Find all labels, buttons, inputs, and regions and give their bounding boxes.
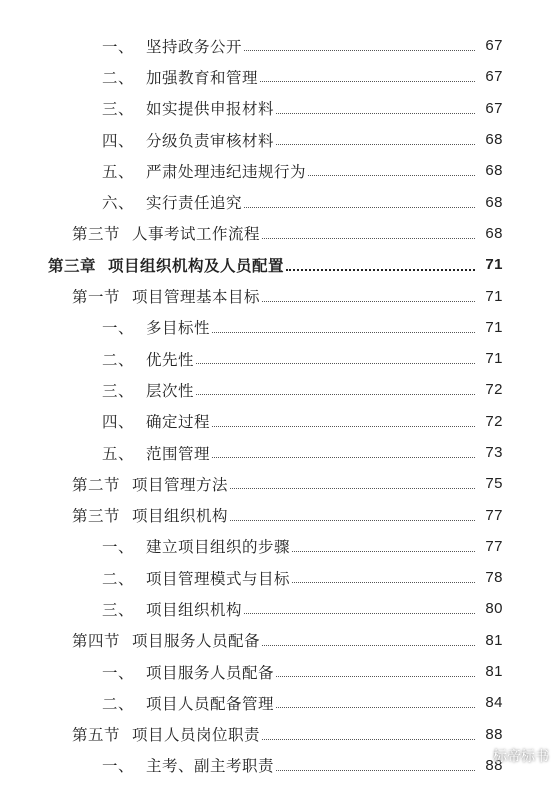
- toc-page-number: 67: [485, 99, 503, 117]
- toc-entry-number: 一、: [102, 663, 135, 682]
- toc-page-number: 68: [485, 162, 503, 180]
- toc-entry-chapter: [0, 249, 559, 280]
- toc-entry-number: 第二节: [72, 475, 121, 494]
- toc-entry-number: 二、: [102, 694, 135, 713]
- toc-leader-dots: [292, 582, 475, 583]
- toc-entry-number: 一、: [102, 37, 135, 56]
- toc-entry-item: [0, 437, 559, 468]
- toc-entry-title: 实行责任追究: [146, 194, 243, 213]
- toc-leader-dots: [196, 363, 475, 364]
- toc-entry-title: 项目组织机构: [146, 600, 243, 619]
- toc-entry-label: [72, 222, 260, 244]
- toc-entry-number: 第五节: [72, 726, 121, 745]
- toc-leader-dots: [260, 81, 475, 82]
- toc-leader-dots: [276, 770, 475, 771]
- toc-entry-number: 一、: [102, 538, 135, 557]
- toc-entry-number: 第三节: [72, 225, 121, 244]
- toc-entry-section: [0, 218, 559, 249]
- toc-page-number: 67: [485, 37, 503, 55]
- toc-page-number: 88: [485, 756, 503, 774]
- toc-entry-title: 如实提供申报材料: [146, 100, 275, 119]
- toc-entry-item: [0, 343, 559, 374]
- toc-page-number: 73: [485, 444, 503, 461]
- toc-entry-section: [0, 625, 559, 656]
- toc-entry-title: 项目服务人员配备: [132, 632, 261, 651]
- toc-entry-label: [102, 160, 306, 182]
- toc-leader-dots: [262, 739, 475, 740]
- toc-entry-label: [102, 348, 194, 370]
- toc-entry-number: 五、: [102, 162, 135, 181]
- toc-entry-title: 范围管理: [146, 444, 211, 463]
- toc-entry-number: 二、: [102, 68, 135, 87]
- toc-entry-item: [0, 374, 559, 405]
- toc-entry-title: 层次性: [146, 381, 195, 400]
- toc-entry-number: 三、: [102, 600, 135, 619]
- toc-entry-title: 确定过程: [146, 413, 211, 432]
- toc-entry-item: [0, 93, 559, 124]
- toc-entry-item: [0, 593, 559, 624]
- toc-entry-label: [102, 129, 274, 151]
- toc-page-number: 71: [485, 318, 503, 336]
- toc-leader-dots: [212, 426, 475, 427]
- toc-entry-item: [0, 406, 559, 437]
- toc-entry-number: 二、: [102, 569, 135, 588]
- toc-leader-dots: [262, 301, 475, 302]
- toc-entry-title: 严肃处理违纪违规行为: [146, 162, 307, 181]
- toc-page-number: 77: [485, 537, 503, 555]
- toc-page-number: 81: [485, 631, 503, 649]
- toc-entry-label: [102, 66, 258, 88]
- toc-entry-label: [48, 254, 284, 276]
- toc-entry-label: [102, 598, 242, 620]
- toc-leader-dots: [262, 238, 475, 239]
- toc-leader-dots: [276, 676, 475, 677]
- toc-entry-item: [0, 124, 559, 155]
- toc-entry-number: 第四节: [72, 632, 121, 651]
- toc-entry-item: [0, 656, 559, 687]
- toc-entry-label: [102, 379, 194, 401]
- toc-entry-title: 建立项目组织的步骤: [146, 538, 291, 557]
- toc-entry-item: [0, 562, 559, 593]
- toc-entry-number: 三、: [102, 100, 135, 119]
- toc-entry-title: 项目人员配备管理: [146, 694, 275, 713]
- table-of-contents: [0, 30, 559, 781]
- watermark: [469, 746, 549, 766]
- toc-entry-number: 六、: [102, 194, 135, 213]
- toc-page-number: 80: [485, 600, 503, 618]
- toc-page-number: 71: [485, 287, 503, 305]
- toc-entry-title: 项目人员岗位职责: [132, 726, 261, 745]
- toc-entry-label: [102, 442, 210, 464]
- toc-entry-label: [102, 692, 274, 714]
- toc-leader-dots: [212, 457, 475, 458]
- toc-entry-label: [102, 191, 242, 213]
- toc-entry-title: 项目组织机构: [132, 507, 229, 526]
- toc-page-number: 75: [485, 475, 503, 493]
- toc-entry-number: 五、: [102, 444, 135, 463]
- toc-leader-dots: [244, 50, 475, 51]
- toc-leader-dots: [244, 207, 475, 208]
- toc-entry-number: 一、: [102, 757, 135, 776]
- toc-entry-item: [0, 531, 559, 562]
- toc-entry-title: 项目管理方法: [132, 475, 229, 494]
- toc-entry-title: 项目管理基本目标: [132, 288, 261, 307]
- toc-entry-label: [72, 285, 260, 307]
- toc-entry-title: 分级负责审核材料: [146, 131, 275, 150]
- toc-entry-label: [72, 504, 228, 526]
- toc-page-number: 68: [485, 224, 503, 242]
- toc-entry-title: 加强教育和管理: [146, 68, 259, 87]
- toc-entry-label: [72, 723, 260, 745]
- toc-entry-item: [0, 186, 559, 217]
- watermark-text: 标帝标书: [493, 749, 549, 765]
- toc-entry-label: [102, 661, 274, 683]
- toc-leader-dots: [212, 332, 475, 333]
- toc-entry-section: [0, 280, 559, 311]
- toc-entry-title: 项目服务人员配备: [146, 663, 275, 682]
- toc-entry-number: 二、: [102, 350, 135, 369]
- toc-entry-item: [0, 61, 559, 92]
- toc-entry-section: [0, 468, 559, 499]
- toc-leader-dots: [230, 520, 475, 521]
- toc-leader-dots: [276, 113, 475, 114]
- toc-entry-label: [102, 316, 210, 338]
- toc-leader-dots: [230, 488, 475, 489]
- toc-page-number: 81: [485, 663, 503, 681]
- toc-entry-item: [0, 312, 559, 343]
- toc-page-number: 71: [485, 256, 503, 274]
- toc-leader-dots: [244, 613, 475, 614]
- toc-page-number: 72: [485, 412, 503, 430]
- toc-entry-label: [102, 754, 274, 776]
- wechat-icon: [469, 746, 489, 766]
- toc-leader-dots: [276, 144, 475, 145]
- toc-entry-title: 人事考试工作流程: [132, 225, 261, 244]
- toc-entry-item: [0, 155, 559, 186]
- toc-page-number: 78: [485, 569, 503, 587]
- toc-entry-number: 三、: [102, 381, 135, 400]
- toc-entry-section: [0, 499, 559, 530]
- toc-page-number: 67: [485, 68, 503, 86]
- toc-leader-dots: [262, 645, 475, 646]
- toc-entry-title: 主考、副主考职责: [146, 757, 275, 776]
- toc-page-number: 72: [485, 381, 503, 399]
- toc-entry-number: 第三章: [48, 256, 97, 275]
- toc-entry-label: [102, 410, 210, 432]
- toc-entry-title: 多目标性: [146, 319, 211, 338]
- toc-entry-number: 四、: [102, 131, 135, 150]
- toc-entry-number: 第一节: [72, 288, 121, 307]
- toc-entry-item: [0, 30, 559, 61]
- toc-leader-dots: [308, 175, 475, 176]
- toc-entry-number: 一、: [102, 319, 135, 338]
- toc-leader-dots: [292, 551, 475, 552]
- toc-page-number: 68: [485, 193, 503, 211]
- toc-entry-title: 项目组织机构及人员配置: [108, 256, 285, 275]
- toc-entry-title: 坚持政务公开: [146, 37, 243, 56]
- toc-leader-dots: [276, 707, 475, 708]
- toc-page-number: 77: [485, 506, 503, 524]
- toc-leader-dots: [196, 394, 475, 395]
- toc-page-number: 88: [485, 725, 503, 743]
- toc-page-number: 68: [485, 131, 503, 149]
- toc-entry-label: [102, 567, 290, 589]
- toc-entry-title: 优先性: [146, 350, 195, 369]
- toc-entry-title: 项目管理模式与目标: [146, 569, 291, 588]
- toc-page-number: 71: [485, 350, 503, 368]
- toc-entry-label: [72, 473, 228, 495]
- toc-entry-label: [102, 35, 242, 57]
- toc-entry-number: 第三节: [72, 507, 121, 526]
- toc-entry-item: [0, 687, 559, 718]
- toc-page-number: 84: [485, 694, 503, 712]
- toc-entry-number: 四、: [102, 413, 135, 432]
- toc-entry-label: [72, 629, 260, 651]
- toc-entry-label: [102, 97, 274, 119]
- toc-entry-label: [102, 535, 290, 557]
- toc-leader-dots: [286, 269, 475, 271]
